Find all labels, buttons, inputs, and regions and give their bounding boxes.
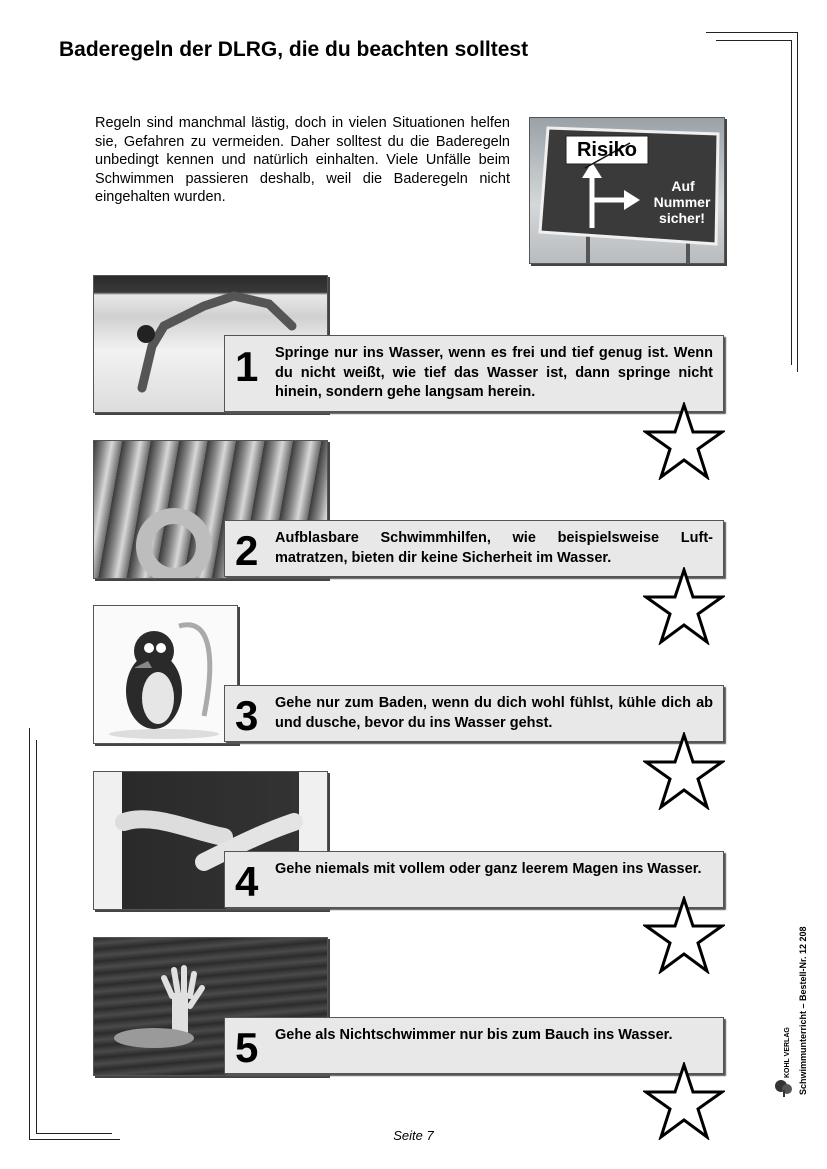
frame-line [706, 32, 798, 33]
penguin-shower-photo [93, 605, 238, 744]
rule-text: Gehe nur zum Baden, wenn du dich wohl fühlst, kühle dich ab und dusche, bevor du ins Wasser gehst. [275, 695, 713, 731]
sign-label-right-1: Auf [671, 178, 695, 194]
rule-number: 5 [235, 1024, 259, 1071]
frame-line [797, 32, 798, 372]
frame-line [791, 40, 792, 365]
rule-text: Gehe niemals mit vollem oder ganz leerem Magen ins Wasser. [275, 861, 702, 877]
rule-number: 2 [235, 527, 259, 574]
star-icon [643, 896, 725, 974]
rule-number: 3 [235, 692, 259, 739]
star-icon [643, 567, 725, 645]
rule-card-1 [224, 335, 724, 412]
frame-line [29, 728, 30, 1140]
sign-label-right-3: sicher! [659, 210, 705, 226]
frame-line [716, 40, 792, 41]
penguin-graphic [94, 606, 237, 743]
page-number: Seite 7 [393, 1128, 434, 1143]
rule-text: Gehe als Nichtschwimmer nur bis zum Bauch ins Wasser. [275, 1027, 673, 1043]
rule-number: 4 [235, 858, 259, 905]
publisher-logo [773, 1027, 795, 1098]
star-icon [643, 402, 725, 480]
sign-label-right-2: Nummer [653, 194, 711, 210]
side-order-text: Schwimmunterricht – Bestell-Nr. 12 208 [798, 926, 808, 1095]
page-title: Baderegeln der DLRG, die du beachten solltest [59, 38, 529, 61]
rule-number: 1 [235, 343, 259, 390]
rule-text: Aufblasbare Schwimmhilfen, wie beispielsweise Luft-matratzen, bieten dir keine Sicherheit im Wasser. [275, 530, 713, 566]
publisher-name: KOHL VERLAG [784, 1027, 791, 1078]
rule-text: Springe nur ins Wasser, wenn es frei und tief genug ist. Wenn du nicht weißt, wie tief das Wasser ist, dann springe nicht hinein, sondern gehe langsam herein. [275, 345, 713, 400]
star-icon [643, 732, 725, 810]
risk-sign-photo [529, 117, 725, 264]
sign-label-risiko: Risiko [576, 139, 638, 161]
frame-line [36, 740, 37, 1133]
intro-text: Regeln sind manchmal lästig, doch in vielen Situationen helfen sie, Gefahren zu vermeiden. Daher solltest du die Baderegeln unbedingt kennen und natürlich einhalten. Viele Unfälle beim Schwimmen passieren deshalb, weil die Baderegeln nicht eingehalten wurden. [95, 115, 510, 206]
tree-icon [773, 1078, 795, 1098]
